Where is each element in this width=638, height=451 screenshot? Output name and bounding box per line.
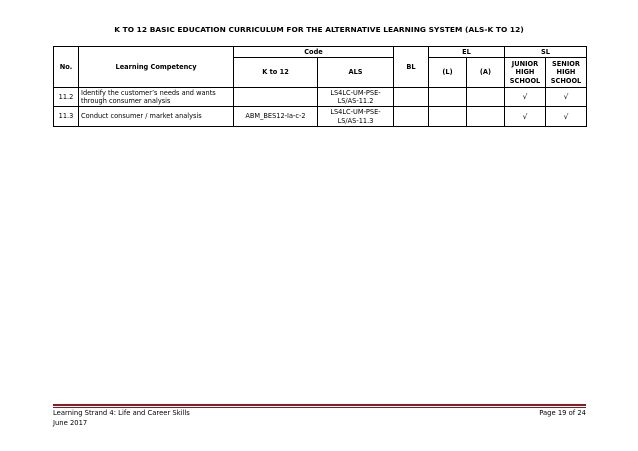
cell-k-to-12-code <box>234 88 318 107</box>
cell-senior-high-check: √ <box>546 107 587 127</box>
header-sl: SL <box>505 47 587 58</box>
cell-als-code: LS4LC-UM-PSE-LS/AS-11.2 <box>318 88 394 107</box>
footer-strand: Learning Strand 4: Life and Career Skills <box>53 409 190 417</box>
footer-page-number: Page 19 of 24 <box>539 409 586 417</box>
header-el-a: (A) <box>467 58 505 88</box>
table-row <box>54 107 587 127</box>
cell-als-code: LS4LC-UM-PSE-LS/AS-11.3 <box>318 107 394 127</box>
header-als: ALS <box>318 58 394 88</box>
cell-junior-high-check: √ <box>505 107 546 127</box>
cell-senior-high-check: √ <box>546 88 587 107</box>
cell-k-to-12-code: ABM_BES12-Ia-c-2 <box>234 107 318 127</box>
cell-junior-high-check: √ <box>505 88 546 107</box>
header-no: No. <box>54 47 79 88</box>
cell-bl <box>394 107 429 127</box>
header-senior-high-school: SENIOR HIGH SCHOOL <box>546 58 587 88</box>
cell-bl <box>394 88 429 107</box>
header-k-to-12: K to 12 <box>234 58 318 88</box>
cell-el-l <box>429 88 467 107</box>
footer-rule <box>53 404 586 406</box>
cell-el-a <box>467 88 505 107</box>
curriculum-table <box>53 46 587 127</box>
table-row <box>54 88 587 107</box>
footer-rule-thin <box>53 407 586 408</box>
cell-el-a <box>467 107 505 127</box>
header-junior-high-school: JUNIOR HIGH SCHOOL <box>505 58 546 88</box>
page-title: K TO 12 BASIC EDUCATION CURRICULUM FOR THE ALTERNATIVE LEARNING SYSTEM (ALS-K TO 12) <box>114 25 524 34</box>
header-el: EL <box>429 47 505 58</box>
header-code: Code <box>234 47 394 58</box>
cell-competency: Identify the customer’s needs and wants through consumer analysis <box>79 88 234 107</box>
footer-left <box>53 409 190 428</box>
header-row-top <box>54 47 587 58</box>
header-bl: BL <box>394 47 429 88</box>
cell-no: 11.2 <box>54 88 79 107</box>
header-el-l: (L) <box>429 58 467 88</box>
cell-competency: Conduct consumer / market analysis <box>79 107 234 127</box>
cell-el-l <box>429 107 467 127</box>
footer-date: June 2017 <box>53 418 88 427</box>
header-learning-competency: Learning Competency <box>79 47 234 88</box>
cell-no: 11.3 <box>54 107 79 127</box>
